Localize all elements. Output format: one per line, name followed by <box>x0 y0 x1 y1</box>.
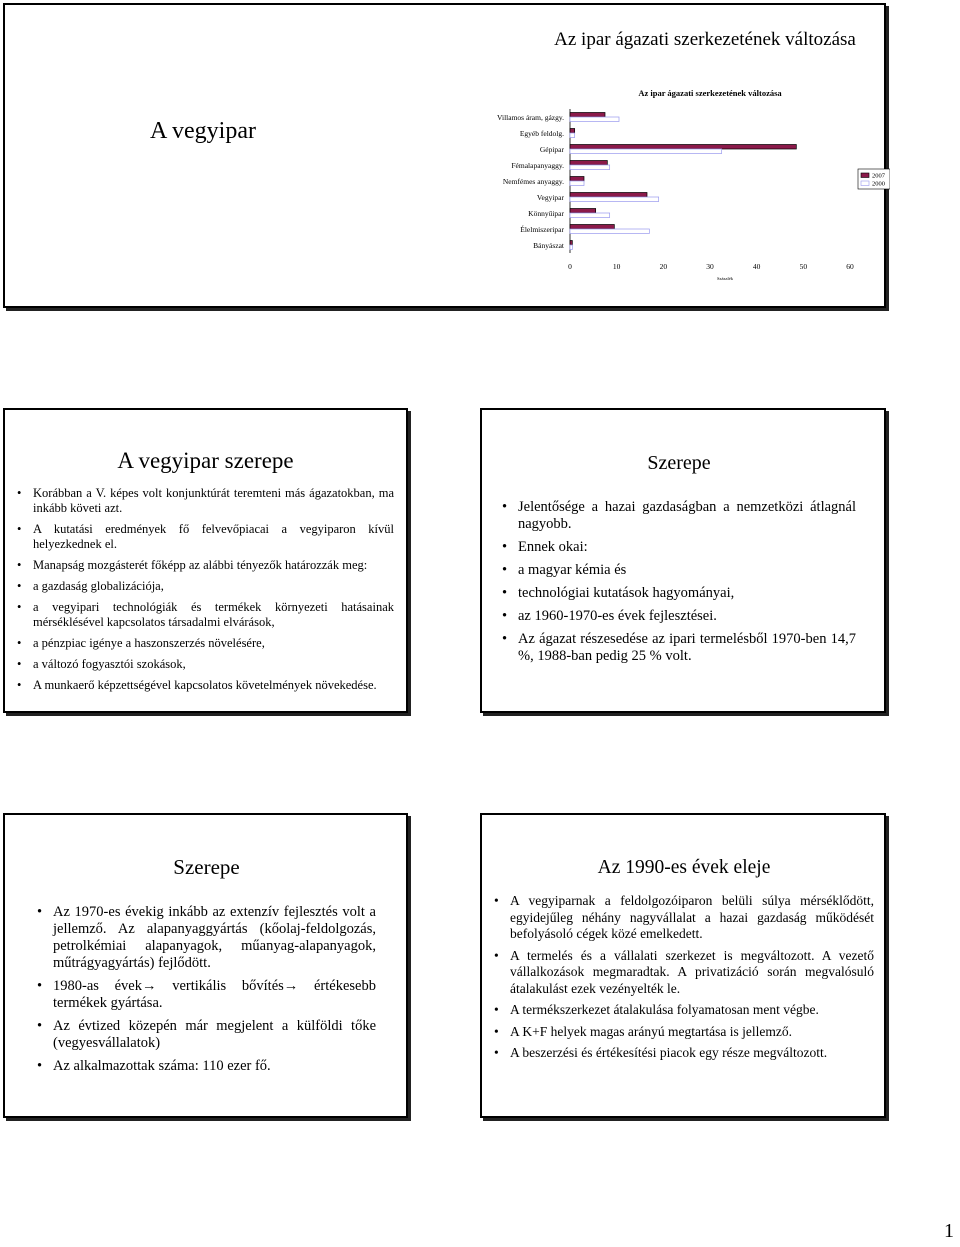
x-tick-label: 30 <box>706 262 714 271</box>
bar-2000 <box>570 229 649 234</box>
category-label: Vegyipar <box>536 193 564 202</box>
category-label: Gépipar <box>539 145 564 154</box>
legend-label: 2000 <box>872 180 885 188</box>
slide-1-subtitle: A vegyipar <box>150 118 256 144</box>
slide-4 <box>3 813 408 1118</box>
bullet: • Az alkalmazottak száma: 110 ezer fő. <box>37 1058 376 1075</box>
bar-2000 <box>570 149 722 154</box>
bar-2000 <box>570 213 610 218</box>
bullet: • A K+F helyek magas arányú megtartása is jellemző. <box>494 1024 874 1041</box>
bullet: • az 1960-1970-es évek fejlesztései. <box>502 608 856 625</box>
bullet: • Korábban a V. képes volt konjunktúrát teremteni más ágazatokban, ma inkább követi azt. <box>17 486 394 516</box>
slide-3 <box>480 408 886 713</box>
bullet: • a változó fogyasztói szokások, <box>17 657 394 672</box>
bar-2007 <box>570 113 605 118</box>
x-tick-label: 50 <box>799 262 808 271</box>
bar-2000 <box>570 245 572 250</box>
category-label: Villamos áram, gázgy. <box>497 113 564 122</box>
slide-5 <box>480 813 886 1118</box>
category-label: Egyéb feldolg. <box>519 129 564 138</box>
bullet: • Az évtized közepén már megjelent a külföldi tőke (vegyesvállalatok) <box>37 1018 376 1052</box>
bar-2000 <box>570 181 584 186</box>
bullet: • a gazdaság globalizációja, <box>17 579 394 594</box>
x-tick-label: 0 <box>568 262 572 271</box>
slide-2-title: A vegyipar szerepe <box>117 448 294 473</box>
slide-1-title: Az ipar ágazati szerkezetének változása <box>554 29 856 50</box>
bullet: • 1980-as évek→ vertikális bővítés→ értékesebb termékek gyártása. <box>37 978 376 1012</box>
x-tick-label: 40 <box>752 262 761 271</box>
legend-label: 2007 <box>872 172 885 180</box>
category-label: Fémalapanyaggy. <box>511 161 564 170</box>
x-tick-label: 20 <box>659 262 668 271</box>
bullet: • A munkaerő képzettségével kapcsolatos követelmények növekedése. <box>17 678 394 693</box>
slide-4-bullets <box>37 904 376 1075</box>
slide-2 <box>3 408 408 713</box>
bar-2007 <box>570 129 575 134</box>
bullet: • Jelentősége a hazai gazdaságban a nemzetközi átlagnál nagyobb. <box>502 499 856 533</box>
slide-3-title: Szerepe <box>647 452 711 474</box>
x-tick-label: 10 <box>612 262 621 271</box>
bar-2007 <box>570 177 584 182</box>
bullet: • A beszerzési és értékesítési piacok egy része megváltozott. <box>494 1045 874 1062</box>
bullet: • Az ágazat részesedése az ipari termelésből 1970-ben 14,7 %, 1988-ban pedig 25 % volt. <box>502 631 856 665</box>
category-label: Könnyűipar <box>528 209 564 218</box>
bullet: • a magyar kémia és <box>502 562 856 579</box>
bullet: • A kutatási eredmények fő felvevőpiacai a vegyiparon kívül helyezkednek el. <box>17 522 394 552</box>
bar-2007 <box>570 209 596 214</box>
slide-2-bullets <box>17 486 394 693</box>
bullet: • A termelés és a vállalati szerkezet is megváltozott. A vezető vállalkozások megmaradtak. A privatizáció során megvalósuló átalakulást ezek vezényelték le. <box>494 948 874 998</box>
slide-5-bullets <box>494 893 874 1062</box>
x-axis-label: Százalék <box>717 276 733 281</box>
slide-3-bullets <box>502 499 856 665</box>
bar-2000 <box>570 117 619 122</box>
bullet: • A termékszerkezet átalakulása folyamatosan ment végbe. <box>494 1002 874 1019</box>
bar-2007 <box>570 145 796 150</box>
bullet: • Az 1970-es évekig inkább az extenzív fejlesztés volt a jellemző. Az alapanyaggyártás (kőolaj-feldolgozás, petrolkémiai alapanyagok, műanyag-alapanyagok, műtrágyagyártás) fejlődött. <box>37 904 376 972</box>
bullet: • a pénzpiac igénye a haszonszerzés növelésére, <box>17 636 394 651</box>
legend-swatch <box>861 181 869 186</box>
bullet: • Ennek okai: <box>502 539 856 556</box>
page-number: 1 <box>944 1220 954 1242</box>
bar-2007 <box>570 193 647 198</box>
bullet: • a vegyipari technológiák és termékek környezeti hatásainak mérséklésével kapcsolatos társadalmi elvárások, <box>17 600 394 630</box>
bullet: • A vegyiparnak a feldolgozóiparon belüli súlya mérséklődött, egyidejűleg néhány nagyvállalat a hazai gazdaság működését befolyásoló cégek közé emelkedett. <box>494 893 874 943</box>
bar-2000 <box>570 197 659 202</box>
bar-chart <box>470 83 890 283</box>
bar-2007 <box>570 225 614 230</box>
bar-2000 <box>570 133 575 138</box>
slide-4-title: Szerepe <box>173 855 240 879</box>
slide-5-title: Az 1990-es évek eleje <box>597 857 771 878</box>
bar-2007 <box>570 241 572 246</box>
bar-2007 <box>570 161 607 166</box>
category-label: Nemfémes anyaggy. <box>502 177 564 186</box>
bullet: • technológiai kutatások hagyományai, <box>502 585 856 602</box>
x-tick-label: 60 <box>846 262 854 271</box>
category-label: Bányászat <box>533 241 564 250</box>
bullet: • Manapság mozgásterét főképp az alábbi tényezők határozzák meg: <box>17 558 394 573</box>
category-label: Élelmiszeripar <box>520 225 564 234</box>
legend-swatch <box>861 173 869 178</box>
bar-2000 <box>570 165 610 170</box>
slide-1 <box>3 3 886 308</box>
chart-title: Az ipar ágazati szerkezetének változása <box>638 88 782 98</box>
